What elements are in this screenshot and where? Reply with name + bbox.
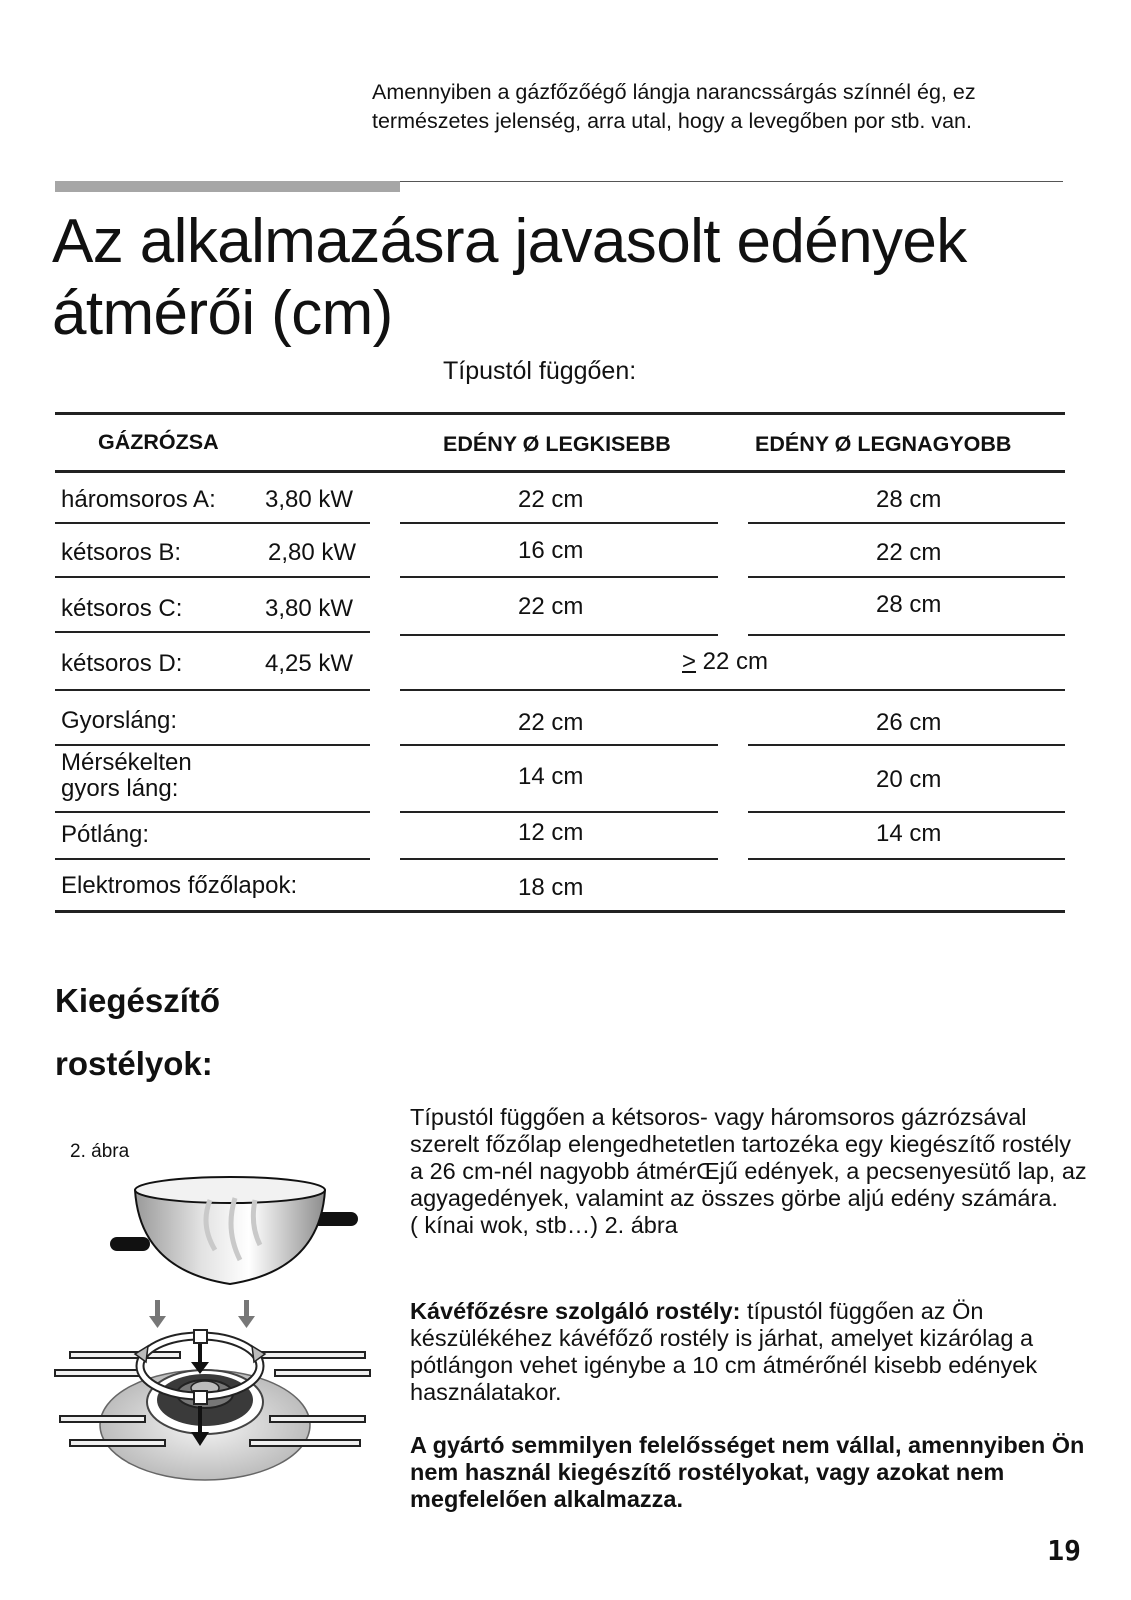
row-min-size: 14 cm bbox=[518, 763, 584, 790]
title-line-1: Az alkalmazásra javasolt edények bbox=[52, 207, 967, 276]
coffee-grate-text: típustól függően az Ön készülékéhez kávéfőző rostély is járhat, amelyet kizárólag a pótlángon vehet igénybe a 10 cm átmérőnél kisebb edények használatakor. bbox=[410, 1298, 1038, 1405]
row-max-size: 20 cm bbox=[876, 766, 942, 793]
coffee-grate-heading: Kávéfőzésre szolgáló rostély: bbox=[410, 1298, 741, 1324]
row-burner-power: 3,80 kW bbox=[265, 486, 354, 513]
row-min-size: 12 cm bbox=[518, 819, 584, 846]
accessory-paragraph bbox=[410, 1104, 1090, 1239]
row-rule bbox=[748, 576, 1065, 578]
row-rule bbox=[748, 744, 1065, 746]
row-burner-name-line-2: gyors láng: bbox=[61, 775, 179, 802]
row-rule bbox=[400, 858, 718, 860]
row-burner-name bbox=[61, 750, 192, 802]
row-rule bbox=[55, 631, 370, 633]
page-number: 19 bbox=[1047, 1534, 1081, 1567]
figure-label: 2. ábra bbox=[70, 1141, 130, 1162]
coffee-grate-paragraph bbox=[410, 1298, 1090, 1406]
row-max-size: 28 cm bbox=[876, 486, 942, 513]
table-top-rule bbox=[55, 412, 1065, 415]
section-rule-accent bbox=[55, 181, 400, 192]
row-rule bbox=[748, 634, 1065, 636]
header-burner: GÁZRÓZSA bbox=[98, 430, 219, 454]
row-rule bbox=[55, 811, 370, 813]
row-rule bbox=[55, 576, 370, 578]
section-title-line-1: Kiegészítő bbox=[55, 982, 221, 1019]
row-rule bbox=[400, 744, 718, 746]
table-bottom-rule bbox=[55, 910, 1065, 913]
header-min: EDÉNY Ø LEGKISEBB bbox=[443, 432, 671, 456]
row-rule bbox=[400, 522, 718, 524]
section-rule bbox=[400, 181, 1063, 182]
row-burner-name: kétsoros B: bbox=[61, 539, 182, 566]
row-max-size: 22 cm bbox=[876, 539, 942, 566]
row-burner-power: 3,80 kW bbox=[265, 595, 354, 622]
row-rule bbox=[748, 522, 1065, 524]
row-min-size: 18 cm bbox=[518, 874, 584, 901]
row-rule bbox=[748, 811, 1065, 813]
row-max-size: 26 cm bbox=[876, 709, 942, 736]
row-min-size: 22 cm bbox=[518, 593, 584, 620]
intro-paragraph: Amennyiben a gázfőzőégő lángja narancssárgás színnél ég, ez természetes jelenség, arra utal, hogy a levegőben por stb. van. bbox=[372, 80, 976, 133]
row-rule bbox=[400, 576, 718, 578]
row-burner-name: Elektromos főzőlapok: bbox=[61, 872, 298, 899]
page-title bbox=[52, 206, 1092, 350]
row-rule bbox=[400, 634, 718, 636]
row-rule bbox=[55, 858, 370, 860]
row-burner-name-line-1: Mérsékelten bbox=[61, 749, 192, 776]
wok-grate-illustration bbox=[50, 1170, 380, 1490]
row-rule bbox=[400, 689, 1065, 691]
title-line-2: átmérői (cm) bbox=[52, 279, 393, 348]
row-rule bbox=[748, 858, 1065, 860]
row-min-size: 22 cm bbox=[518, 709, 584, 736]
row-burner-power: 4,25 kW bbox=[265, 650, 354, 677]
table-subtitle: Típustól függően: bbox=[443, 357, 637, 385]
table-header-rule bbox=[55, 470, 1065, 473]
row-burner-name: kétsoros D: bbox=[61, 650, 183, 677]
row-span-size: > 22 cm bbox=[682, 648, 769, 675]
row-rule bbox=[55, 689, 370, 691]
row-burner-name: Pótláng: bbox=[61, 821, 150, 848]
row-rule bbox=[400, 811, 718, 813]
row-burner-power: 2,80 kW bbox=[268, 539, 357, 566]
accessory-paragraph-body: Típustól függően a kétsoros- vagy háromsoros gázrózsával szerelt főzőlap elengedhetetlen tartozéka egy kiegészítő rostély a 26 cm-nél nagyobb átmérŒjű edények, a pecsenyesütő lap, az agyagedények, valamint az összes görbe aljú edény számára. bbox=[410, 1104, 1087, 1211]
row-max-size: 28 cm bbox=[876, 591, 942, 618]
wok-icon bbox=[110, 1177, 358, 1284]
row-rule bbox=[55, 522, 370, 524]
row-burner-name: kétsoros C: bbox=[61, 595, 183, 622]
row-min-size: 22 cm bbox=[518, 486, 584, 513]
accessory-paragraph-tail: ( kínai wok, stb…) 2. ábra bbox=[410, 1212, 678, 1238]
row-burner-name: háromsoros A: bbox=[61, 486, 216, 513]
row-min-size: 16 cm bbox=[518, 537, 584, 564]
down-arrow-icon bbox=[149, 1300, 255, 1328]
burner-icon bbox=[100, 1370, 310, 1480]
row-rule bbox=[55, 744, 370, 746]
warning-paragraph: A gyártó semmilyen felelősséget nem vállal, amennyiben Ön nem használ kiegészítő rostélyokat, vagy azokat nem megfelelően alkalmazza. bbox=[410, 1432, 1085, 1512]
row-burner-name: Gyorsláng: bbox=[61, 707, 178, 734]
section-title-line-2: rostélyok: bbox=[55, 1045, 213, 1082]
header-max: EDÉNY Ø LEGNAGYOBB bbox=[755, 432, 1012, 456]
row-max-size: 14 cm bbox=[876, 820, 942, 847]
